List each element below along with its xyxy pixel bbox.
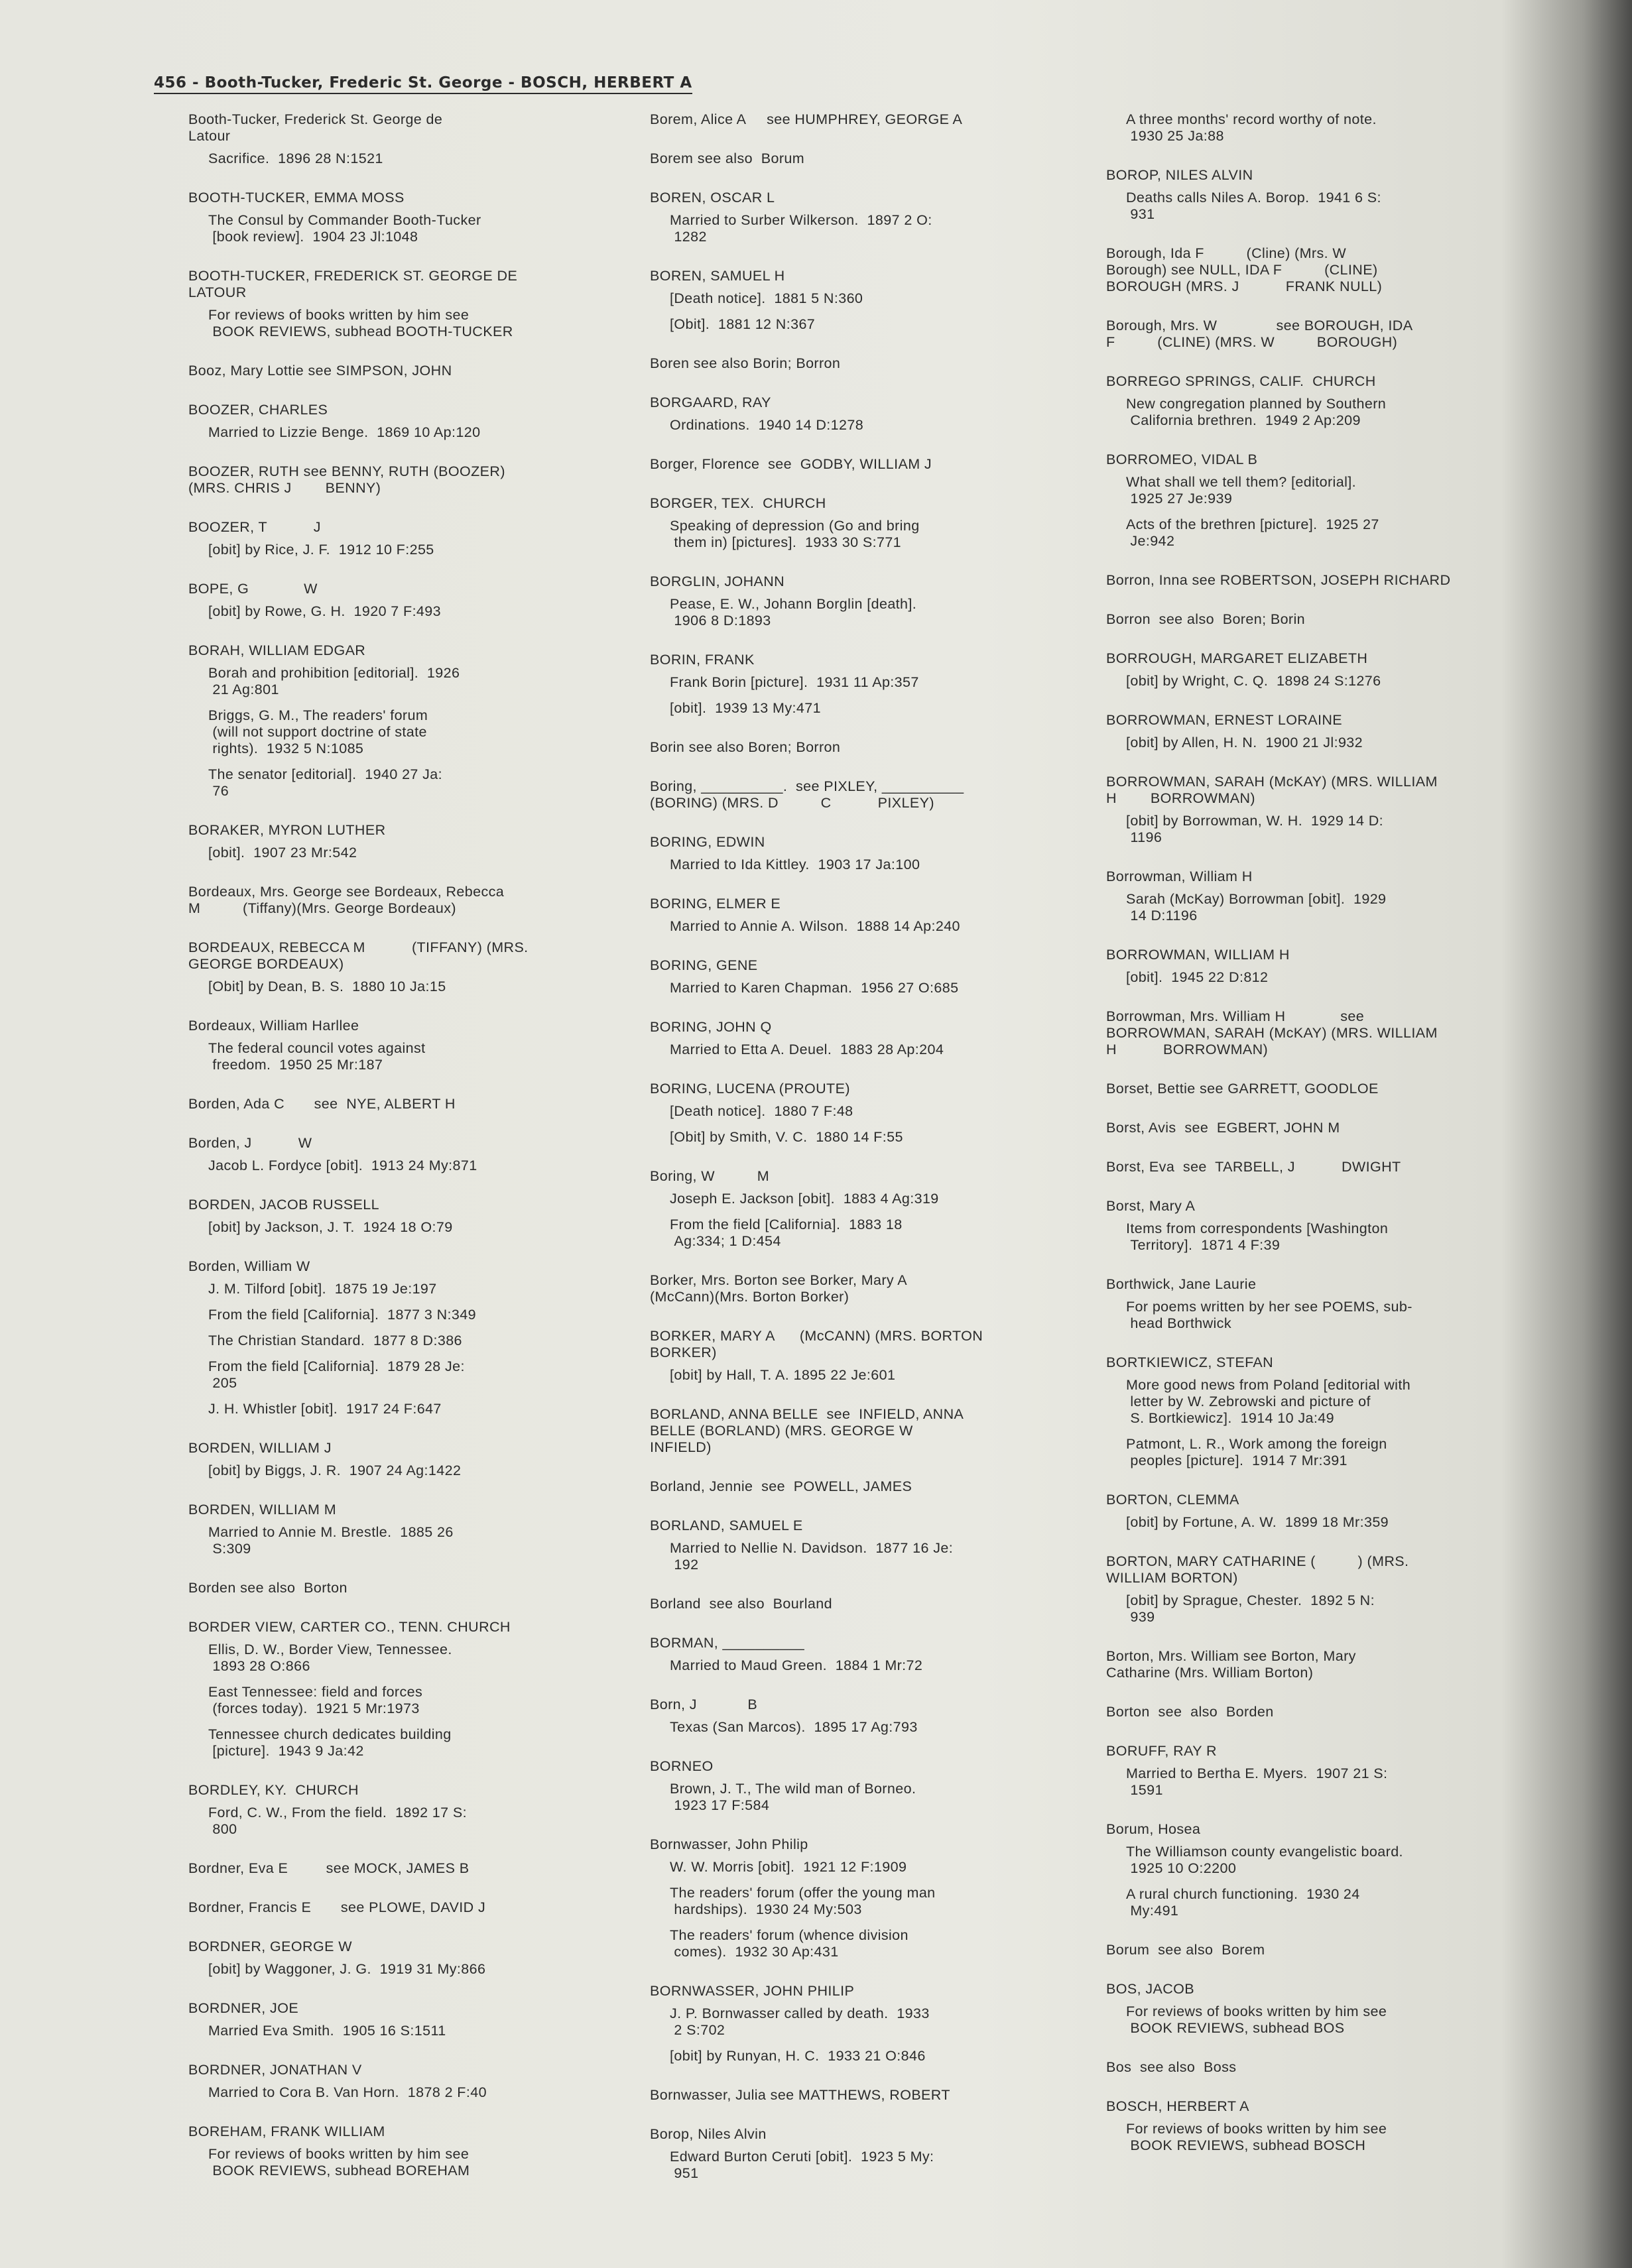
entry-heading: Booth-Tucker, Frederick St. George de Latour (188, 111, 443, 144)
entry-heading: BORKER, MARY A (McCANN) (MRS. BORTON BORKER) (650, 1328, 983, 1360)
entry-heading: BORING, LUCENA (PROUTE) (650, 1081, 850, 1097)
entry-heading: BOROP, NILES ALVIN (1106, 167, 1253, 183)
entry-citation: J. H. Whistler [obit]. 1917 24 F:647 (208, 1401, 442, 1417)
index-entry (650, 573, 1074, 629)
entry-heading: BORIN, FRANK (650, 652, 755, 668)
entry-citation: The readers' forum (whence division comes). 1932 30 Ap:431 (670, 1927, 909, 1960)
entry-citation: New congregation planned by Southern California brethren. 1949 2 Ap:209 (1126, 396, 1387, 428)
index-entry (650, 778, 1074, 811)
index-entry (650, 957, 1074, 996)
entry-citation: [Death notice]. 1881 5 N:360 (670, 290, 863, 306)
entry-heading: Boren see also Borin; Borron (650, 355, 841, 371)
index-entry (188, 1096, 613, 1112)
index-entry (1106, 1120, 1544, 1136)
entry-citation: The Williamson county evangelistic board. 1925 10 O:2200 (1126, 1844, 1403, 1876)
entry-citation: [obit]. 1907 23 Mr:542 (208, 845, 357, 861)
index-entry (188, 939, 613, 995)
entry-heading: BOREN, OSCAR L (650, 190, 775, 206)
entry-citation: Patmont, L. R., Work among the foreign peoples [picture]. 1914 7 Mr:391 (1126, 1436, 1387, 1468)
index-entry (1106, 245, 1544, 295)
entry-citation: Tennessee church dedicates building [picture]. 1943 9 Ja:42 (208, 1726, 452, 1759)
entry-heading: Borden see also Borton (188, 1580, 347, 1596)
entry-citation: [Obit]. 1881 12 N:367 (670, 316, 816, 332)
index-entry (1106, 947, 1544, 986)
entry-heading: BORMAN, __________ (650, 1635, 805, 1651)
entry-heading: Borrowman, William H (1106, 868, 1253, 884)
entry-heading: Bornwasser, Julia see MATTHEWS, ROBERT (650, 2087, 950, 2103)
entry-citation: Pease, E. W., Johann Borglin [death]. 1906 8 D:1893 (670, 596, 917, 628)
entry-heading: BORNEO (650, 1758, 714, 1774)
entry-citation: For poems written by her see POEMS, sub- head Borthwick (1126, 1299, 1412, 1331)
entry-citation: The senator [editorial]. 1940 27 Ja: 76 (208, 766, 443, 799)
index-entry (1106, 2059, 1544, 2076)
entry-heading: BORING, ELMER E (650, 896, 781, 912)
entry-citation: Married to Nellie N. Davidson. 1877 16 Je: 192 (670, 1540, 954, 1573)
index-entry (188, 2123, 613, 2179)
entry-citation: [obit] by Allen, H. N. 1900 21 Jl:932 (1126, 735, 1363, 750)
index-entry (188, 822, 613, 861)
entry-heading: Borem see also Borum (650, 150, 805, 166)
index-entry (650, 1758, 1074, 1814)
entry-heading: BOREHAM, FRANK WILLIAM (188, 2123, 385, 2139)
entry-citation: Acts of the brethren [picture]. 1925 27 Je:942 (1126, 516, 1379, 549)
index-entry (188, 1258, 613, 1417)
entry-heading: Borron see also Boren; Borin (1106, 611, 1306, 627)
entry-citation: [obit] by Hall, T. A. 1895 22 Je:601 (670, 1367, 896, 1383)
index-entry (1106, 111, 1544, 145)
index-entry (650, 2126, 1074, 2182)
index-entry (650, 1596, 1074, 1612)
index-entry (188, 1440, 613, 1479)
entry-heading: Bornwasser, John Philip (650, 1836, 808, 1852)
entry-citation: Married to Karen Chapman. 1956 27 O:685 (670, 980, 959, 996)
entry-heading: BOS, JACOB (1106, 1981, 1195, 1997)
entry-heading: BOPE, G W (188, 581, 318, 597)
entry-citation: Briggs, G. M., The readers' forum (will not support doctrine of state rights). 1932 5 N:1085 (208, 707, 428, 756)
entry-heading: BORNWASSER, JOHN PHILIP (650, 1983, 855, 1999)
index-entry (1106, 1648, 1544, 1681)
entry-heading: Borden, Ada C see NYE, ALBERT H (188, 1096, 456, 1112)
index-entry (650, 1478, 1074, 1495)
index-entry (650, 355, 1074, 372)
entry-citation: [obit] by Runyan, H. C. 1933 21 O:846 (670, 2048, 926, 2064)
entry-citation: Frank Borin [picture]. 1931 11 Ap:357 (670, 674, 919, 690)
entry-heading: BORTON, CLEMMA (1106, 1492, 1239, 1508)
entry-heading: BORUFF, RAY R (1106, 1743, 1217, 1759)
entry-heading: Borst, Eva see TARBELL, J DWIGHT (1106, 1159, 1401, 1175)
entry-heading: BORDNER, GEORGE W (188, 1939, 352, 1954)
index-entry (1106, 451, 1544, 550)
entry-citation: [obit]. 1939 13 My:471 (670, 700, 821, 716)
index-entry (650, 1836, 1074, 1960)
entry-citation: Ellis, D. W., Border View, Tennessee. 1893 28 O:866 (208, 1641, 452, 1674)
entry-heading: BORDLEY, KY. CHURCH (188, 1782, 359, 1798)
index-entry (1106, 318, 1544, 351)
index-entry (650, 834, 1074, 873)
entry-citation: For reviews of books written by him see BOOK REVIEWS, subhead BOOTH-TUCKER (208, 307, 513, 339)
entry-heading: Boring, __________. see PIXLEY, __________ (BORING) (MRS. D C PIXLEY) (650, 778, 964, 811)
entry-heading: Borden, William W (188, 1258, 310, 1274)
entry-heading: BORDNER, JONATHAN V (188, 2062, 362, 2078)
entry-heading: Bordeaux, Mrs. George see Bordeaux, Rebecca M (Tiffany)(Mrs. George Bordeaux) (188, 884, 505, 916)
index-entry (188, 1619, 613, 1760)
index-entry (188, 190, 613, 245)
entry-citation: Married to Maud Green. 1884 1 Mr:72 (670, 1657, 923, 1673)
entry-citation: Joseph E. Jackson [obit]. 1883 4 Ag:319 (670, 1191, 939, 1207)
entry-heading: Bordner, Francis E see PLOWE, DAVID J (188, 1899, 486, 1915)
index-entry (650, 1019, 1074, 1058)
entry-heading: BORTON, MARY CATHARINE ( ) (MRS. WILLIAM BORTON) (1106, 1553, 1409, 1586)
index-entry (650, 394, 1074, 434)
entry-citation: [Death notice]. 1880 7 F:48 (670, 1103, 853, 1119)
entry-heading: BORGAARD, RAY (650, 394, 771, 410)
entry-citation: Ford, C. W., From the field. 1892 17 S: 800 (208, 1805, 468, 1837)
entry-heading: BORGER, TEX. CHURCH (650, 495, 826, 511)
entry-citation: [Obit] by Dean, B. S. 1880 10 Ja:15 (208, 979, 446, 994)
entry-heading: Borough, Mrs. W see BOROUGH, IDA F (CLINE) (MRS. W BOROUGH) (1106, 318, 1413, 350)
entry-heading: Borum, Hosea (1106, 1821, 1201, 1837)
entry-heading: BORDEN, WILLIAM J (188, 1440, 332, 1456)
entry-heading: BORING, JOHN Q (650, 1019, 772, 1035)
entry-heading: BOREN, SAMUEL H (650, 268, 785, 284)
index-entry (1106, 2098, 1544, 2154)
entry-heading: BORROWMAN, ERNEST LORAINE (1106, 712, 1343, 728)
index-entry (1106, 1276, 1544, 1332)
entry-citation: Married to Etta A. Deuel. 1883 28 Ap:204 (670, 1042, 944, 1057)
index-entry (650, 1406, 1074, 1456)
entry-citation: For reviews of books written by him see BOOK REVIEWS, subhead BOS (1126, 2003, 1387, 2036)
entry-heading: BOSCH, HERBERT A (1106, 2098, 1249, 2114)
entry-heading: Borker, Mrs. Borton see Borker, Mary A (McCann)(Mrs. Borton Borker) (650, 1272, 907, 1305)
entry-citation: From the field [California]. 1877 3 N:349 (208, 1307, 476, 1323)
entry-citation: A three months' record worthy of note. 1930 25 Ja:88 (1126, 111, 1377, 144)
index-entry (1106, 1942, 1544, 1958)
index-entry (650, 190, 1074, 245)
entry-citation: The Consul by Commander Booth-Tucker [book review]. 1904 23 Jl:1048 (208, 212, 481, 245)
entry-heading: Booz, Mary Lottie see SIMPSON, JOHN (188, 363, 452, 379)
entry-citation: Sacrifice. 1896 28 N:1521 (208, 150, 383, 166)
index-entry (650, 495, 1074, 551)
index-entry (188, 1899, 613, 1916)
entry-heading: Borrowman, Mrs. William H see BORROWMAN, SARAH (McKAY) (MRS. WILLIAM H BORROWMAN) (1106, 1008, 1438, 1057)
entry-heading: Borthwick, Jane Laurie (1106, 1276, 1257, 1292)
entry-heading: Born, J B (650, 1697, 758, 1712)
index-entry (1106, 611, 1544, 628)
entry-citation: East Tennessee: field and forces (forces today). 1921 5 Mr:1973 (208, 1684, 423, 1716)
entry-citation: Sarah (McKay) Borrowman [obit]. 1929 14 D:1196 (1126, 891, 1387, 924)
entry-heading: Bordner, Eva E see MOCK, JAMES B (188, 1860, 470, 1876)
entry-heading: Borst, Avis see EGBERT, JOHN M (1106, 1120, 1340, 1136)
index-entry (650, 111, 1074, 128)
index-entry (1106, 650, 1544, 689)
entry-citation: [Obit] by Smith, V. C. 1880 14 F:55 (670, 1129, 903, 1145)
index-entry (188, 363, 613, 379)
index-entry (1106, 167, 1544, 223)
entry-citation: For reviews of books written by him see BOOK REVIEWS, subhead BOSCH (1126, 2121, 1387, 2153)
entry-citation: Texas (San Marcos). 1895 17 Ag:793 (670, 1719, 918, 1735)
index-entry (650, 2087, 1074, 2104)
entry-heading: Borin see also Boren; Borron (650, 739, 841, 755)
entry-heading: Borton, Mrs. William see Borton, Mary Catharine (Mrs. William Borton) (1106, 1648, 1356, 1681)
entry-heading: BOOZER, CHARLES (188, 402, 328, 418)
entry-heading: BORROUGH, MARGARET ELIZABETH (1106, 650, 1368, 666)
entry-citation: Deaths calls Niles A. Borop. 1941 6 S: 931 (1126, 190, 1381, 222)
entry-heading: Borron, Inna see ROBERTSON, JOSEPH RICHARD (1106, 572, 1451, 588)
index-entry (1106, 774, 1544, 846)
entry-heading: BOOZER, RUTH see BENNY, RUTH (BOOZER) (MRS. CHRIS J BENNY) (188, 463, 505, 496)
entry-heading: BORLAND, ANNA BELLE see INFIELD, ANNA BELLE (BORLAND) (MRS. GEORGE W INFIELD) (650, 1406, 964, 1455)
entry-citation: Married Eva Smith. 1905 16 S:1511 (208, 2023, 446, 2039)
index-entry (188, 1197, 613, 1236)
entry-citation: [obit] by Sprague, Chester. 1892 5 N: 939 (1126, 1592, 1375, 1625)
index-entry (1106, 1821, 1544, 1919)
index-entry (1106, 868, 1544, 924)
index-entry (1106, 1704, 1544, 1720)
entry-heading: BORDER VIEW, CARTER CO., TENN. CHURCH (188, 1619, 511, 1635)
index-entry (650, 739, 1074, 756)
entry-citation: Brown, J. T., The wild man of Borneo. 1923 17 F:584 (670, 1781, 916, 1813)
entry-citation: The readers' forum (offer the young man hardships). 1930 24 My:503 (670, 1885, 936, 1917)
column-2 (650, 111, 1074, 2204)
entry-heading: BORTKIEWICZ, STEFAN (1106, 1354, 1274, 1370)
index-entry (650, 1635, 1074, 1674)
index-entry (188, 1502, 613, 1557)
index-entry (650, 150, 1074, 167)
entry-heading: BOOTH-TUCKER, FREDERICK ST. GEORGE DE LATOUR (188, 268, 518, 300)
entry-heading: BORDEN, WILLIAM M (188, 1502, 337, 1518)
entry-citation: [obit] by Borrowman, W. H. 1929 14 D: 1196 (1126, 813, 1384, 845)
index-entry (650, 1697, 1074, 1736)
entry-citation: W. W. Morris [obit]. 1921 12 F:1909 (670, 1859, 907, 1875)
entry-heading: BOOTH-TUCKER, EMMA MOSS (188, 190, 405, 206)
entry-citation: [obit] by Fortune, A. W. 1899 18 Mr:359 (1126, 1514, 1389, 1530)
index-entry (188, 1135, 613, 1174)
entry-citation: Married to Surber Wilkerson. 1897 2 O: 1282 (670, 212, 932, 245)
entry-citation: Items from correspondents [Washington Territory]. 1871 4 F:39 (1126, 1221, 1389, 1253)
page-header: 456 - Booth-Tucker, Frederic St. George - BOSCH, HERBERT A (154, 74, 692, 94)
entry-citation: [obit]. 1945 22 D:812 (1126, 969, 1269, 985)
index-entry (1106, 572, 1544, 589)
entry-heading: BORLAND, SAMUEL E (650, 1518, 803, 1533)
entry-citation: What shall we tell them? [editorial]. 1925 27 Je:939 (1126, 474, 1356, 507)
index-entry (1106, 1008, 1544, 1058)
index-entry (188, 1860, 613, 1877)
index-entry (650, 1272, 1074, 1305)
entry-citation: The Christian Standard. 1877 8 D:386 (208, 1333, 462, 1348)
entry-citation: From the field [California]. 1879 28 Je: 205 (208, 1358, 465, 1391)
entry-citation: Married to Cora B. Van Horn. 1878 2 F:40 (208, 2084, 487, 2100)
entry-heading: Borst, Mary A (1106, 1198, 1196, 1214)
entry-citation: For reviews of books written by him see BOOK REVIEWS, subhead BOREHAM (208, 2146, 470, 2178)
entry-citation: Married to Lizzie Benge. 1869 10 Ap:120 (208, 424, 481, 440)
index-entry (1106, 1553, 1544, 1626)
entry-heading: BORROMEO, VIDAL B (1106, 451, 1258, 467)
entry-citation: Married to Ida Kittley. 1903 17 Ja:100 (670, 857, 920, 872)
index-entry (1106, 1159, 1544, 1175)
index-entry (188, 884, 613, 917)
index-entry (188, 463, 613, 497)
index-entry (188, 402, 613, 441)
column-3 (1106, 111, 1544, 2177)
index-entry (188, 268, 613, 340)
entry-heading: BORDNER, JOE (188, 2000, 299, 2016)
index-entry (188, 581, 613, 620)
entry-citation: Ordinations. 1940 14 D:1278 (670, 417, 864, 433)
entry-heading: Borem, Alice A see HUMPHREY, GEORGE A (650, 111, 963, 127)
index-entry (650, 456, 1074, 473)
entry-citation: More good news from Poland [editorial with letter by W. Zebrowski and picture of S. Bortkiewicz]. 1914 10 Ja:49 (1126, 1377, 1411, 1426)
entry-citation: [obit] by Rice, J. F. 1912 10 F:255 (208, 542, 434, 558)
entry-heading: Borset, Bettie see GARRETT, GOODLOE (1106, 1081, 1379, 1097)
entry-heading: Borger, Florence see GODBY, WILLIAM J (650, 456, 932, 472)
index-entry (1106, 1354, 1544, 1469)
entry-heading: Borland see also Bourland (650, 1596, 832, 1612)
entry-heading: Bos see also Boss (1106, 2059, 1237, 2075)
entry-heading: BORROWMAN, SARAH (McKAY) (MRS. WILLIAM H BORROWMAN) (1106, 774, 1438, 806)
entry-citation: [obit] by Rowe, G. H. 1920 7 F:493 (208, 603, 442, 619)
index-entry (1106, 1981, 1544, 2037)
index-entry (650, 1518, 1074, 1573)
index-entry (188, 1782, 613, 1838)
entry-citation: J. P. Bornwasser called by death. 1933 2 S:702 (670, 2005, 930, 2038)
entry-heading: BORDEAUX, REBECCA M (TIFFANY) (MRS. GEORGE BORDEAUX) (188, 939, 529, 972)
entry-heading: BORDEN, JACOB RUSSELL (188, 1197, 379, 1213)
entry-citation: Married to Annie A. Wilson. 1888 14 Ap:240 (670, 918, 960, 934)
entry-heading: Boring, W M (650, 1168, 770, 1184)
index-entry (1106, 1081, 1544, 1097)
entry-heading: Borum see also Borem (1106, 1942, 1265, 1958)
index-entry (188, 1580, 613, 1596)
index-entry (650, 268, 1074, 333)
entry-heading: BORROWMAN, WILLIAM H (1106, 947, 1290, 963)
index-entry (188, 2000, 613, 2039)
entry-heading: BORING, EDWIN (650, 834, 765, 850)
entry-heading: Borland, Jennie see POWELL, JAMES (650, 1478, 912, 1494)
entry-heading: Borton see also Borden (1106, 1704, 1274, 1720)
entry-citation: The federal council votes against freedom. 1950 25 Mr:187 (208, 1040, 426, 1073)
index-entry (188, 1018, 613, 1073)
column-1 (188, 111, 613, 2202)
entry-citation: J. M. Tilford [obit]. 1875 19 Je:197 (208, 1281, 437, 1297)
index-entry (188, 111, 613, 167)
entry-citation: Speaking of depression (Go and bring them in) [pictures]. 1933 30 S:771 (670, 518, 920, 550)
entry-heading: BORING, GENE (650, 957, 758, 973)
entry-citation: Edward Burton Ceruti [obit]. 1923 5 My: 951 (670, 2149, 934, 2181)
index-entry (1106, 1198, 1544, 1254)
index-entry (650, 652, 1074, 717)
entry-heading: Borden, J W (188, 1135, 312, 1151)
entry-heading: BOOZER, T J (188, 519, 321, 535)
index-entry (650, 1081, 1074, 1146)
entry-citation: Married to Bertha E. Myers. 1907 21 S: 1591 (1126, 1765, 1388, 1798)
entry-citation: [obit] by Jackson, J. T. 1924 18 O:79 (208, 1219, 453, 1235)
index-entry (1106, 373, 1544, 429)
index-entry (188, 519, 613, 558)
index-entry (188, 1939, 613, 1978)
index-entry (1106, 1743, 1544, 1799)
entry-citation: A rural church functioning. 1930 24 My:491 (1126, 1886, 1360, 1919)
entry-citation: [obit] by Wright, C. Q. 1898 24 S:1276 (1126, 673, 1381, 689)
entry-citation: Married to Annie M. Brestle. 1885 26 S:309 (208, 1524, 454, 1557)
index-entry (650, 1983, 1074, 2064)
entry-heading: Bordeaux, William Harllee (188, 1018, 359, 1034)
index-entry (650, 896, 1074, 935)
entry-citation: [obit] by Waggoner, J. G. 1919 31 My:866 (208, 1961, 486, 1977)
index-entry (1106, 712, 1544, 751)
entry-heading: Borop, Niles Alvin (650, 2126, 767, 2142)
entry-citation: Jacob L. Fordyce [obit]. 1913 24 My:871 (208, 1158, 477, 1173)
entry-citation: From the field [California]. 1883 18 Ag:334; 1 D:454 (670, 1217, 903, 1249)
entry-citation: Borah and prohibition [editorial]. 1926 21 Ag:801 (208, 665, 460, 697)
index-entry (650, 1328, 1074, 1384)
index-entry (188, 2062, 613, 2101)
index-entry (1106, 1492, 1544, 1531)
entry-citation: [obit] by Biggs, J. R. 1907 24 Ag:1422 (208, 1462, 462, 1478)
entry-heading: BORAKER, MYRON LUTHER (188, 822, 386, 838)
entry-heading: BORGLIN, JOHANN (650, 573, 785, 589)
index-entry (650, 1168, 1074, 1250)
index-entry (188, 642, 613, 800)
entry-heading: BORREGO SPRINGS, CALIF. CHURCH (1106, 373, 1376, 389)
entry-heading: Borough, Ida F (Cline) (Mrs. W Borough) see NULL, IDA F (CLINE) BOROUGH (MRS. J FRANK NULL) (1106, 245, 1383, 294)
entry-heading: BORAH, WILLIAM EDGAR (188, 642, 366, 658)
